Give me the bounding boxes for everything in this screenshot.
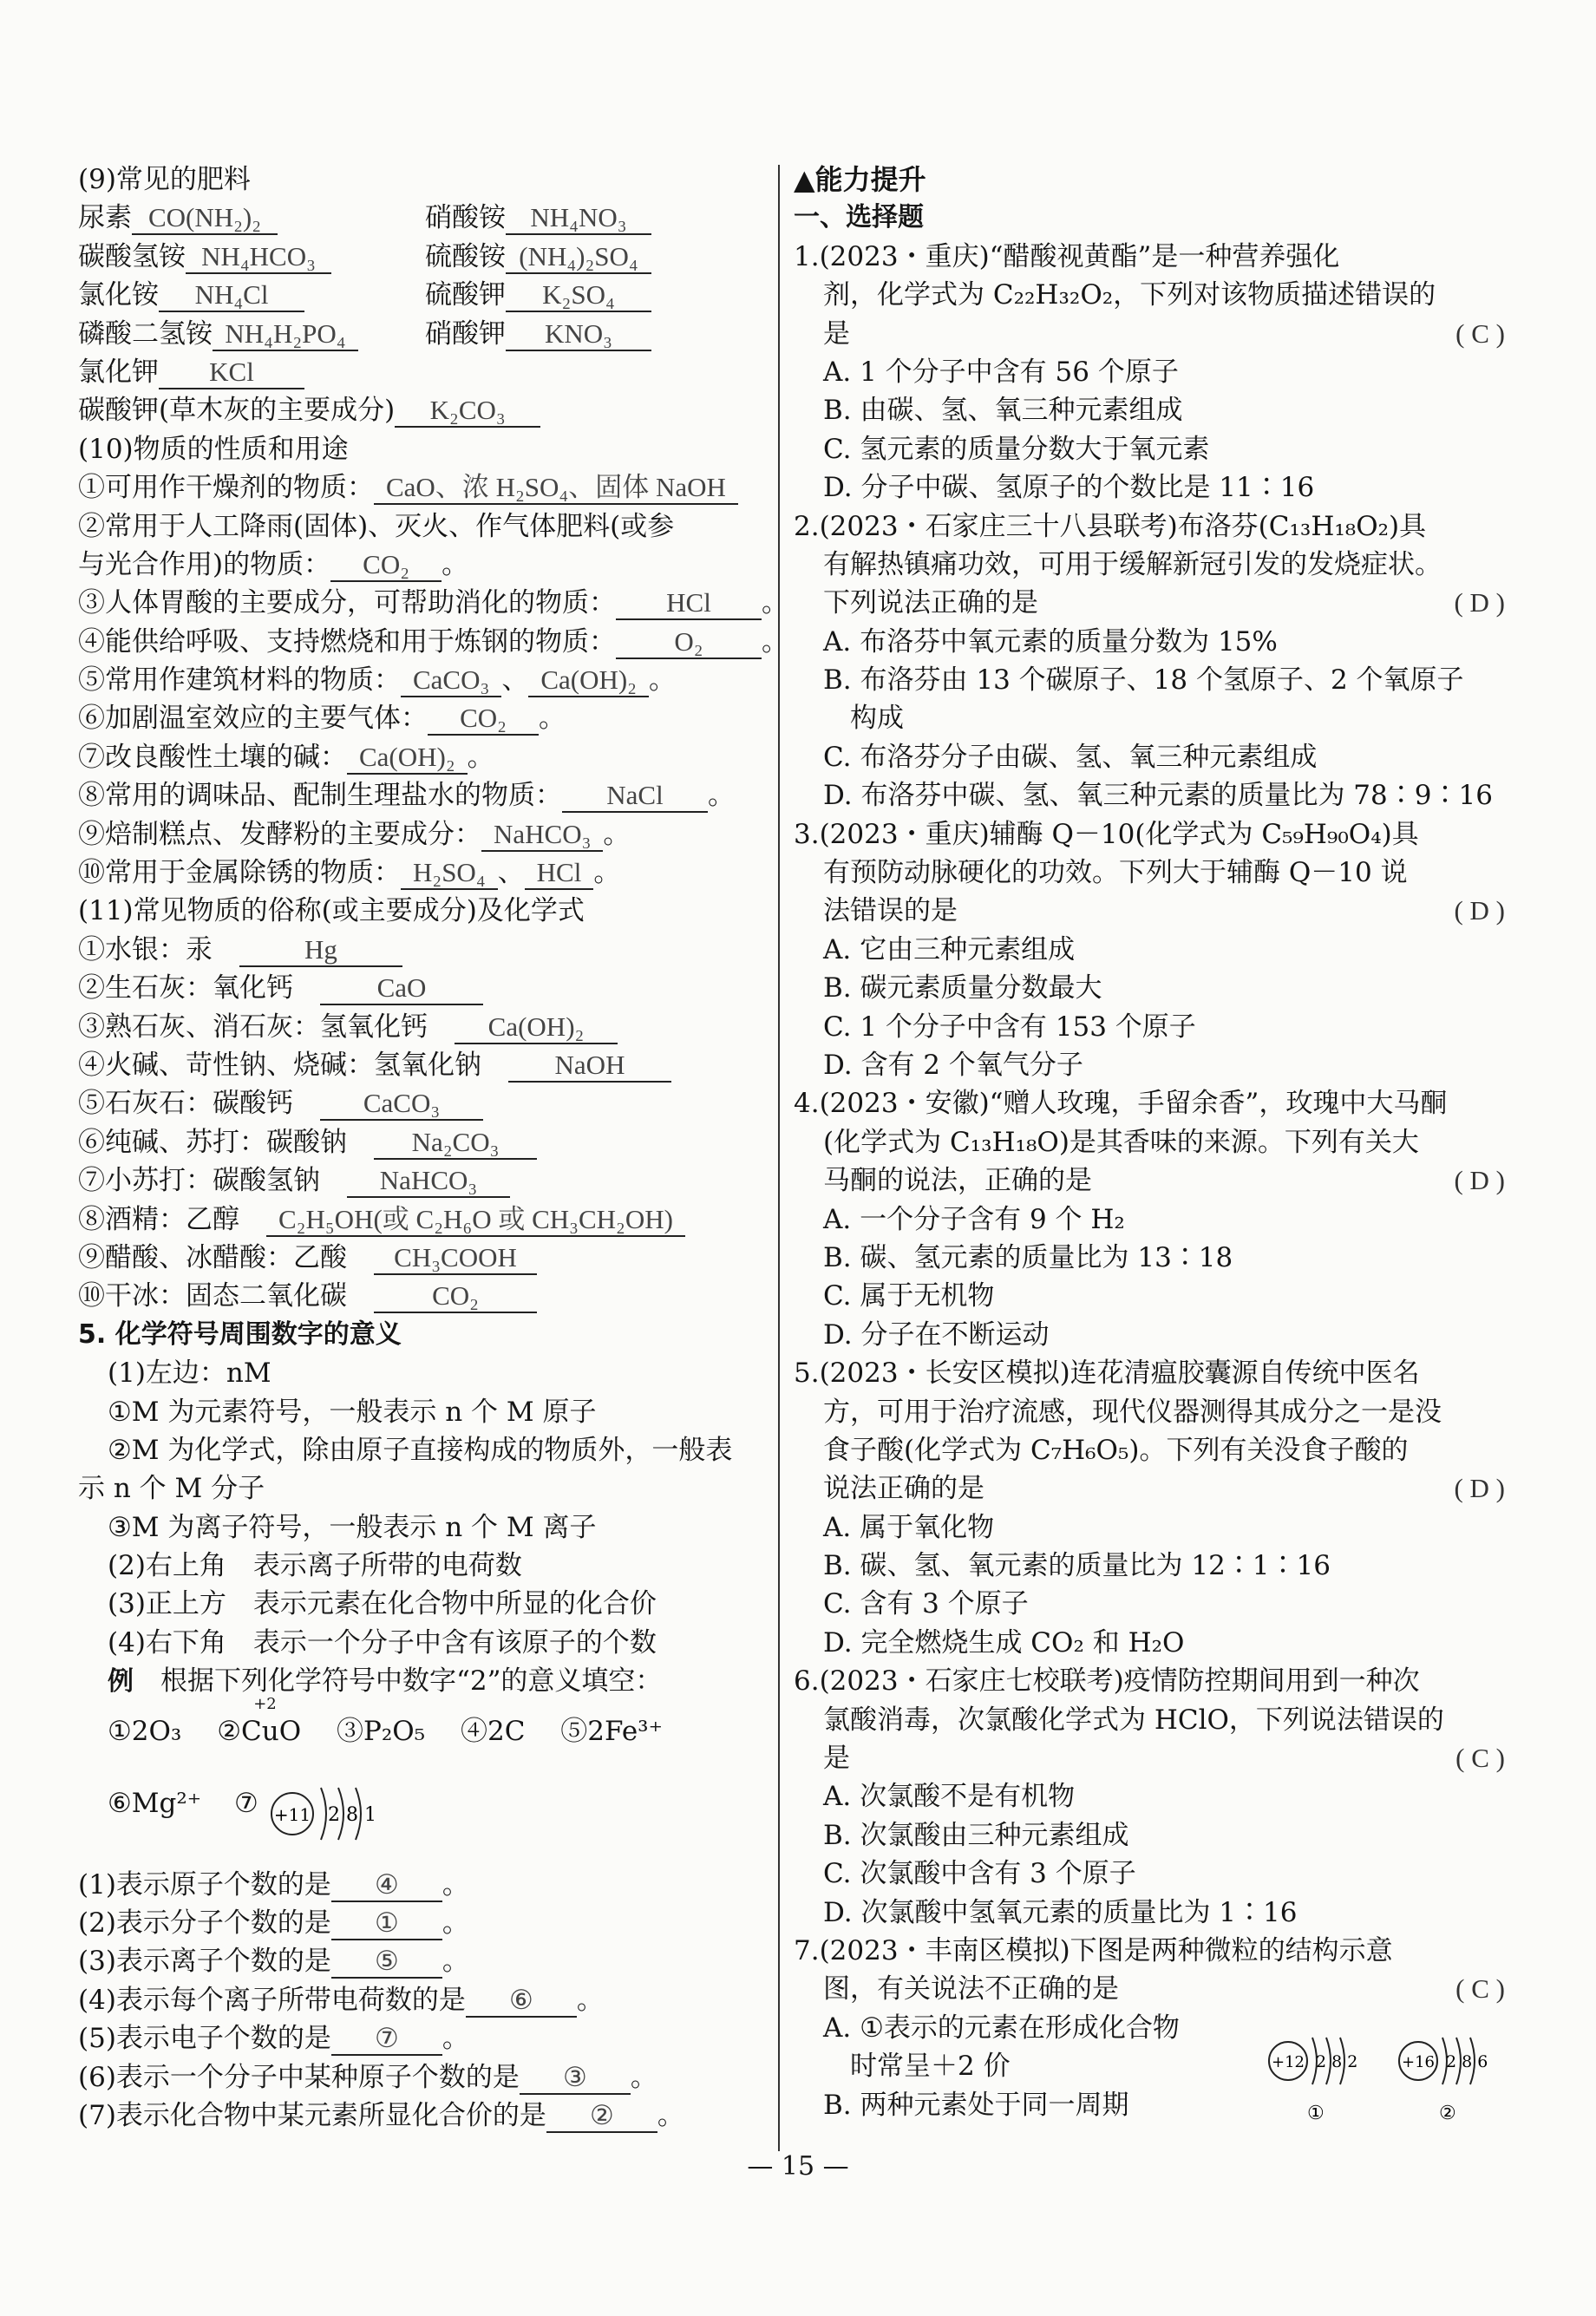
common-name-row: ⑥纯碱、苏打：碳酸钠 Na₂CO₃: [78, 1123, 772, 1161]
question-stem-line: 剂，化学式为 C₂₂H₃₂O₂，下列对该物质描述错误的: [823, 279, 1436, 311]
atom-1-diagram: [1269, 2038, 1357, 2124]
common-formula: CaO: [320, 972, 483, 1005]
question-stem-line: 2.(2023・石家庄三十八县联考)布洛芬(C₁₃H₁₈O₂)具: [794, 510, 1427, 542]
fill-answer: ⑥: [466, 1985, 577, 2018]
fill-answer: ④: [331, 1869, 442, 1902]
question-stem-line: 方，可用于治疗流感，现代仪器测得其成分之一是没: [823, 1396, 1442, 1428]
common-formula: NaHCO₃: [347, 1165, 510, 1198]
option-line: C. 1 个分子中含有 153 个原子: [823, 1011, 1196, 1043]
question-stem-line: 3.(2023・重庆)辅酶 Q－10(化学式为 C₅₉H₉₀O₄)具: [794, 818, 1419, 850]
option-line: B. 布洛芬由 13 个碳原子、18 个氢原子、2 个氧原子: [823, 664, 1464, 697]
symbol-5: ⑤2Fe³⁺: [560, 1715, 663, 1747]
use-2a: ②常用于人工降雨(固体)、灭火、作气体肥料(或参: [78, 510, 675, 542]
example-label: 例: [108, 1666, 134, 1698]
option-line: D. 布洛芬中碳、氢、氧三种元素的质量比为 78∶9∶16: [823, 780, 1493, 812]
kcl-line: 氯化钾 KCl: [78, 353, 772, 391]
option-line: B. 由碳、氢、氧三种元素组成: [823, 395, 1183, 427]
common-formula: Hg: [239, 934, 402, 967]
q7-option-b: B. 两种元素处于同一周期: [823, 2089, 1129, 2121]
option-line: A. 布洛芬中氧元素的质量分数为 15%: [823, 625, 1278, 658]
question-stem-line: 6.(2023・石家庄七校联考)疫情防控期间用到一种次: [794, 1665, 1420, 1698]
point-1: (1)左边：nM: [108, 1358, 271, 1390]
option-line: 构成: [823, 703, 904, 735]
point-1b1: ②M 为化学式，除由原子直接构成的物质外，一般表: [108, 1434, 733, 1466]
s10-title: (10)物质的性质和用途: [78, 433, 349, 465]
fill-row: (6)表示一个分子中某种原子个数的是 ③ 。: [78, 2061, 657, 2093]
point-1c: ③M 为离子符号，一般表示 n 个 M 离子: [108, 1511, 597, 1543]
answer-q5: ( D ): [1454, 1473, 1505, 1504]
use-9: ⑨焙制糕点、发酵粉的主要成分： NaHCO₃ 。: [78, 818, 631, 850]
common-formula: Na₂CO₃: [374, 1127, 537, 1160]
fill-row: (7)表示化合物中某元素所显化合价的是 ② 。: [78, 2099, 684, 2131]
question-stem-line: 5.(2023・长安区模拟)连花清瘟胶囊源自传统中医名: [794, 1358, 1420, 1390]
s5-title: 5. 化学符号周围数字的意义: [78, 1318, 402, 1350]
answer-u2: CO₂: [330, 549, 442, 582]
use-4: ④能供给呼吸、支持燃烧和用于炼钢的物质： O₂ 。: [78, 625, 788, 658]
option-line: B. 次氯酸由三种元素组成: [823, 1819, 1129, 1851]
common-formula: CaCO₃: [320, 1088, 483, 1121]
question-stem-line: 马酮的说法，正确的是 ( D ): [823, 1165, 1505, 1197]
fertilizer-formula: NH₄Cl: [159, 279, 304, 312]
common-name-row: ①水银：汞 Hg: [78, 931, 772, 969]
question-stem-line: 1.(2023・重庆)“醋酸视黄酯”是一种营养强化: [794, 240, 1340, 272]
common-formula: CO₂: [374, 1280, 537, 1313]
svg-text:①: ①: [1307, 2102, 1325, 2124]
common-formula: Ca(OH)₂: [455, 1011, 618, 1044]
page-number: — 15 —: [747, 2151, 849, 2182]
point-1b2: 示 n 个 M 分子: [78, 1473, 265, 1505]
option-line: D. 含有 2 个氧气分子: [823, 1049, 1083, 1081]
question-2: [794, 507, 1505, 815]
atom-structure-na: [262, 1762, 392, 1866]
common-formula: CH₃COOH: [374, 1242, 537, 1275]
answer-u5b: Ca(OH)₂: [528, 664, 649, 697]
question-6: [794, 1662, 1505, 1932]
fertilizer-row: 尿素 CO(NH₂)₂ 硝酸铵 NH₄NO₃: [78, 199, 772, 237]
question-4: [794, 1084, 1505, 1354]
svg-text:+12: +12: [1272, 2052, 1305, 2071]
option-line: A. 一个分子含有 9 个 H₂: [823, 1203, 1125, 1235]
fill-row: (5)表示电子个数的是 ⑦ 。: [78, 2023, 469, 2055]
svg-text:2 8 1: 2 8 1: [328, 1803, 376, 1826]
valence-mark: +2: [253, 1694, 277, 1713]
answer-k2co3: K₂CO₃: [395, 395, 540, 428]
answer-u4: O₂: [616, 626, 762, 659]
k2co3-line: 碳酸钾(草木灰的主要成分) K₂CO₃: [78, 391, 772, 429]
svg-text:2 8 2: 2 8 2: [1316, 2051, 1358, 2071]
left-column: [78, 160, 788, 2135]
option-line: B. 碳、氢、氧元素的质量比为 12∶1∶16: [823, 1550, 1331, 1582]
common-name-row: ③熟石灰、消石灰：氢氧化钙 Ca(OH)₂: [78, 1008, 772, 1046]
use-5: ⑤常用作建筑材料的物质： CaCO₃ 、 Ca(OH)₂ 。: [78, 664, 676, 697]
fill-answer: ①: [331, 1907, 442, 1940]
use-2b: 与光合作用)的物质： CO₂ 。: [78, 548, 469, 580]
option-line: B. 碳元素质量分数最大: [823, 972, 1102, 1004]
fill-row: (2)表示分子个数的是 ① 。: [78, 1907, 469, 1940]
symbols-row-2: [78, 1753, 772, 1866]
answer-u3: HCl: [616, 587, 762, 620]
answer-u5a: CaCO₃: [401, 664, 501, 697]
option-line: C. 含有 3 个原子: [823, 1588, 1029, 1620]
symbols-row: [78, 1694, 772, 1753]
question-stem-line: 有解热镇痛功效，可用于缓解新冠引发的发烧症状。: [823, 548, 1442, 580]
right-column: [794, 160, 1505, 2124]
symbol-3: ③P₂O₅: [336, 1715, 426, 1747]
use-8: ⑧常用的调味品、配制生理盐水的物质： NaCl 。: [78, 780, 735, 812]
fill-answer: ⑤: [331, 1946, 442, 1979]
option-line: D. 分子中碳、氢原子的个数比是 11∶16: [823, 472, 1315, 504]
question-stem-line: 说法正确的是 ( D ): [823, 1473, 1505, 1505]
column-divider: [778, 165, 780, 2151]
option-line: A. 次氯酸不是有机物: [823, 1781, 1076, 1813]
svg-text:+16: +16: [1402, 2052, 1435, 2071]
symbol-2: ②CuO +2: [217, 1694, 302, 1747]
s11-title: (11)常见物质的俗称(或主要成分)及化学式: [78, 895, 585, 927]
fill-row: (3)表示离子个数的是 ⑤ 。: [78, 1946, 469, 1978]
question-stem-line: 下列说法正确的是 ( D ): [823, 587, 1505, 619]
fill-answer: ③: [520, 2062, 631, 2095]
fertilizer-formula: (NH₄)₂SO₄: [506, 241, 651, 274]
use-10: ⑩常用于金属除锈的物质： H₂SO₄ 、 HCl 。: [78, 857, 621, 889]
question-stem-line: (化学式为 C₁₃H₁₈O)是其香味的来源。下列有关大: [823, 1126, 1419, 1158]
question-stem-line: 法错误的是 ( D ): [823, 895, 1505, 927]
example-line: 例 根据下列化学符号中数字“2”的意义填空：: [108, 1665, 663, 1698]
s9-title: (9)常见的肥料: [78, 164, 251, 195]
common-name-row: ⑦小苏打：碳酸氢钠 NaHCO₃: [78, 1161, 772, 1200]
atom-structures-figure: [1262, 2013, 1522, 2126]
common-name-row: ②生石灰：氧化钙 CaO: [78, 969, 772, 1007]
fertilizer-formula: KNO₃: [506, 318, 651, 351]
section-title: 一、选择题: [794, 202, 924, 233]
answer-q4: ( D ): [1454, 1165, 1505, 1196]
question-1: [794, 238, 1505, 507]
symbol-1: ①2O₃: [108, 1715, 182, 1747]
fertilizer-row: 氯化铵 NH₄Cl 硫酸钾 K₂SO₄: [78, 276, 772, 314]
use-3: ③人体胃酸的主要成分，可帮助消化的物质： HCl 。: [78, 587, 788, 619]
use-6: ⑥加剧温室效应的主要气体： CO₂ 。: [78, 703, 566, 735]
fertilizer-formula: K₂SO₄: [506, 279, 651, 312]
option-line: C. 次氯酸中含有 3 个原子: [823, 1858, 1136, 1890]
answer-u9: NaHCO₃: [481, 819, 603, 852]
question-5: [794, 1354, 1505, 1662]
common-name-row: ④火碱、苛性钠、烧碱：氢氧化钠 NaOH: [78, 1046, 772, 1084]
point-4: (4)右下角 表示一个分子中含有该原子的个数: [108, 1626, 657, 1658]
question-stem-line: 有预防动脉硬化的功效。下列大于辅酶 Q－10 说: [823, 857, 1408, 889]
answer-u1: CaO、浓 H₂SO₄、固体 NaOH: [374, 472, 738, 505]
symbol-4: ④2C: [460, 1715, 526, 1747]
fill-row: (4)表示每个离子所带电荷数的是 ⑥ 。: [78, 1984, 604, 2016]
point-2: (2)右上角 表示离子所带的电荷数: [108, 1550, 522, 1582]
option-line: D. 分子在不断运动: [823, 1318, 1050, 1351]
answer-q1: ( C ): [1455, 317, 1505, 349]
atom-2-diagram: [1399, 2038, 1488, 2124]
fertilizer-row: 磷酸二氢铵 NH₄H₂PO₄ 硝酸钾 KNO₃: [78, 315, 772, 353]
question-stem-line: 食子酸(化学式为 C₇H₆O₅)。下列有关没食子酸的: [823, 1434, 1409, 1466]
point-1a: ①M 为元素符号，一般表示 n 个 M 原子: [108, 1396, 597, 1428]
ability-title: ▲能力提升: [794, 163, 926, 196]
option-line: D. 次氯酸中氢氧元素的质量比为 1∶16: [823, 1896, 1298, 1928]
option-line: A. 属于氧化物: [823, 1511, 995, 1543]
answer-q6: ( C ): [1455, 1743, 1505, 1774]
svg-text:②: ②: [1439, 2102, 1456, 2124]
common-name-row: ⑧酒精：乙醇 C₂H₅OH(或 C₂H₆O 或 CH₃CH₂OH): [78, 1201, 772, 1239]
q7-option-a2: 时常呈＋2 价: [823, 2051, 1011, 2083]
fill-row: (1)表示原子个数的是 ④ 。: [78, 1868, 469, 1901]
question-stem-line: 4.(2023・安徽)“赠人玫瑰，手留余香”，玫瑰中大马酮: [794, 1088, 1448, 1120]
option-line: D. 完全燃烧生成 CO₂ 和 H₂O: [823, 1626, 1185, 1658]
q7-option-a1: A. ①表示的元素在形成化合物: [823, 2012, 1180, 2044]
answer-q3: ( D ): [1454, 895, 1505, 926]
question-7: 7.(2023・丰南区模拟)下图是两种微粒的结构示意 图，有关说法不正确的是 ( C ) A. ①表示的元素在形成化合物 时常呈＋2 价 B. 两种元素处于同一周期 +12 2 8 2 ① +16 2 8 6 ②: [794, 1932, 1505, 2124]
question-stem-line: 是 ( C ): [823, 317, 1505, 350]
common-name-row: ⑩干冰：固态二氧化碳 CO₂: [78, 1277, 772, 1315]
option-line: A. 1 个分子中含有 56 个原子: [823, 356, 1179, 388]
symbol-7: ⑦: [234, 1787, 258, 1819]
common-name-row: ⑨醋酸、冰醋酸：乙酸 CH₃COOH: [78, 1239, 772, 1277]
answer-u6: CO₂: [428, 703, 539, 736]
fertilizer-formula: CO(NH₂)₂: [132, 202, 278, 235]
answer-u10b: HCl: [525, 857, 594, 890]
answer-u10a: H₂SO₄: [401, 857, 498, 890]
point-3: (3)正上方 表示元素在化合物中所显的化合价: [108, 1588, 657, 1620]
option-line: C. 氢元素的质量分数大于氧元素: [823, 433, 1210, 465]
use-7: ⑦改良酸性土壤的碱： Ca(OH)₂ 。: [78, 741, 494, 773]
answer-kcl: KCl: [159, 357, 304, 389]
fill-answer: ②: [546, 2100, 657, 2133]
option-line: C. 属于无机物: [823, 1280, 995, 1312]
fertilizer-row: 碳酸氢铵 NH₄HCO₃ 硫酸铵 (NH₄)₂SO₄: [78, 238, 772, 276]
fertilizer-formula: NH₄H₂PO₄: [213, 318, 358, 351]
use-1: ①可用作干燥剂的物质： CaO、浓 H₂SO₄、固体 NaOH: [78, 468, 772, 507]
svg-text:+11: +11: [273, 1803, 311, 1825]
answer-u7: Ca(OH)₂: [347, 742, 468, 775]
fertilizer-formula: NH₄NO₃: [506, 202, 651, 235]
fill-answer: ⑦: [331, 2023, 442, 2056]
answer-q2: ( D ): [1454, 587, 1505, 618]
option-line: B. 碳、氢元素的质量比为 13∶18: [823, 1241, 1233, 1273]
symbol-6: ⑥Mg²⁺: [108, 1787, 202, 1819]
question-stem-line: 氯酸消毒，次氯酸化学式为 HClO，下列说法错误的: [823, 1704, 1444, 1736]
common-formula: C₂H₅OH(或 C₂H₆O 或 CH₃CH₂OH): [266, 1204, 685, 1237]
svg-text:2 8 6: 2 8 6: [1446, 2051, 1488, 2071]
fertilizer-formula: NH₄HCO₃: [186, 241, 331, 274]
option-line: A. 它由三种元素组成: [823, 933, 1076, 965]
common-formula: NaOH: [508, 1050, 671, 1083]
answer-u8: NaCl: [562, 780, 708, 813]
common-name-row: ⑤石灰石：碳酸钙 CaCO₃: [78, 1084, 772, 1122]
option-line: C. 布洛芬分子由碳、氢、氧三种元素组成: [823, 741, 1318, 773]
question-3: [794, 815, 1505, 1085]
question-stem-line: 是 ( C ): [823, 1743, 1505, 1775]
answer-q7: ( C ): [1455, 1973, 1505, 2005]
